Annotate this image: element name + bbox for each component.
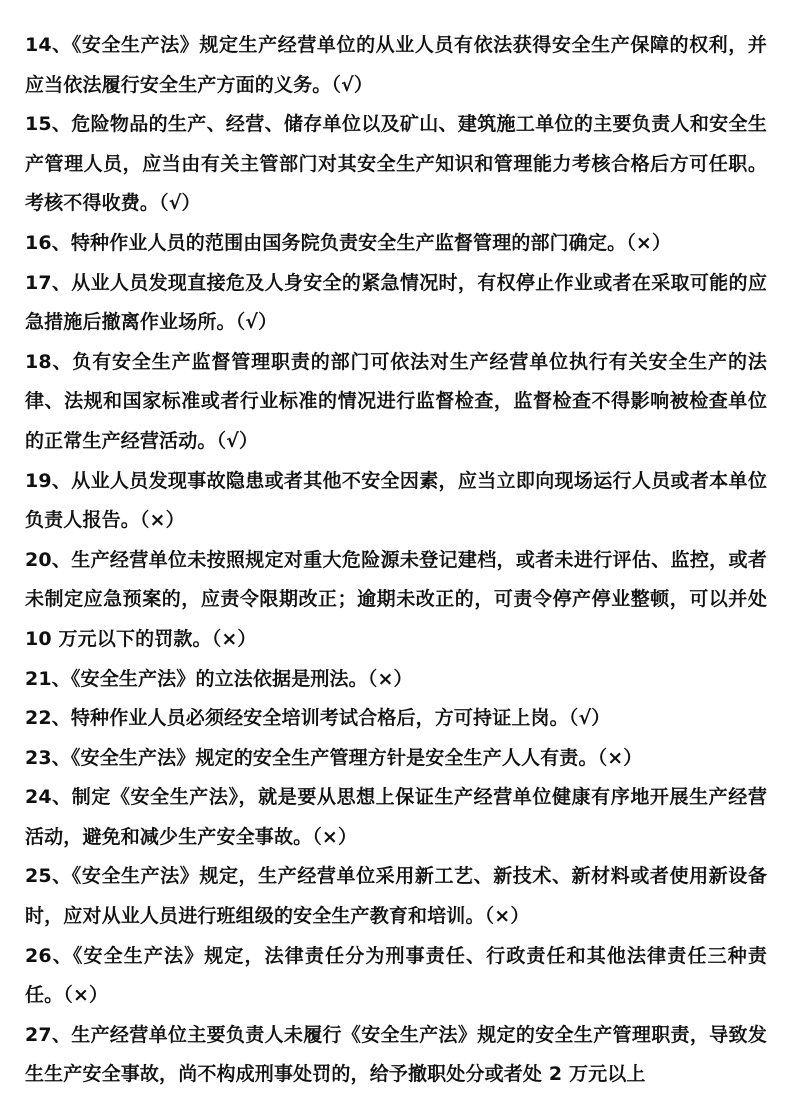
question-16: 16、特种作业人员的范围由国务院负责安全生产监督管理的部门确定。（×）	[25, 231, 672, 254]
question-20: 20、生产经营单位未按照规定对重大危险源未登记建档，或者未进行评估、监控，或者未制定应急预案的，应责令限期改正；逾期未改正的，可责令停产停业整顿，可以并处 10 万元以下的罚款。（×）	[25, 548, 767, 650]
question-24: 24、制定《安全生产法》，就是要从思想上保证生产经营单位健康有序地开展生产经营活动，避免和减少生产安全事故。（×）	[25, 786, 767, 848]
question-15: 15、危险物品的生产、经营、储存单位以及矿山、建筑施工单位的主要负责人和安全生产管理人员，应当由有关主管部门对其安全生产知识和管理能力考核合格后方可任职。考核不得收费。（√）	[25, 113, 767, 215]
question-25: 25、《安全生产法》规定，生产经营单位采用新工艺、新技术、新材料或者使用新设备时，应对从业人员进行班组级的安全生产教育和培训。（×）	[25, 865, 767, 928]
question-18: 18、负有安全生产监督管理职责的部门可依法对生产经营单位执行有关安全生产的法律、法规和国家标准或者行业标准的情况进行监督检查，监督检查不得影响被检查单位的正常生产经营活动。（√）	[25, 350, 767, 452]
question-17: 17、从业人员发现直接危及人身安全的紧急情况时，有权停止作业或者在采取可能的应急措施后撤离作业场所。（√）	[25, 271, 767, 334]
document-page	[25, 26, 767, 1095]
question-23: 23、《安全生产法》规定的安全生产管理方针是安全生产人人有责。（×）	[25, 746, 643, 769]
question-14: 14、《安全生产法》规定生产经营单位的从业人员有依法获得安全生产保障的权利，并应当依法履行安全生产方面的义务。（√）	[25, 34, 767, 96]
question-27: 27、生产经营单位主要负责人未履行《安全生产法》规定的安全生产管理职责，导致发生生产安全事故，尚不构成刑事处罚的，给予撤职处分或者处 2 万元以上	[25, 1023, 767, 1086]
question-19: 19、从业人员发现事故隐患或者其他不安全因素，应当立即向现场运行人员或者本单位负责人报告。（×）	[25, 469, 767, 532]
question-21: 21、《安全生产法》的立法依据是刑法。（×）	[25, 667, 413, 690]
question-22: 22、特种作业人员必须经安全培训考试合格后，方可持证上岗。（√）	[25, 707, 611, 730]
question-26: 26、《安全生产法》规定，法律责任分为刑事责任、行政责任和其他法律责任三种责任。（×）	[25, 944, 767, 1007]
